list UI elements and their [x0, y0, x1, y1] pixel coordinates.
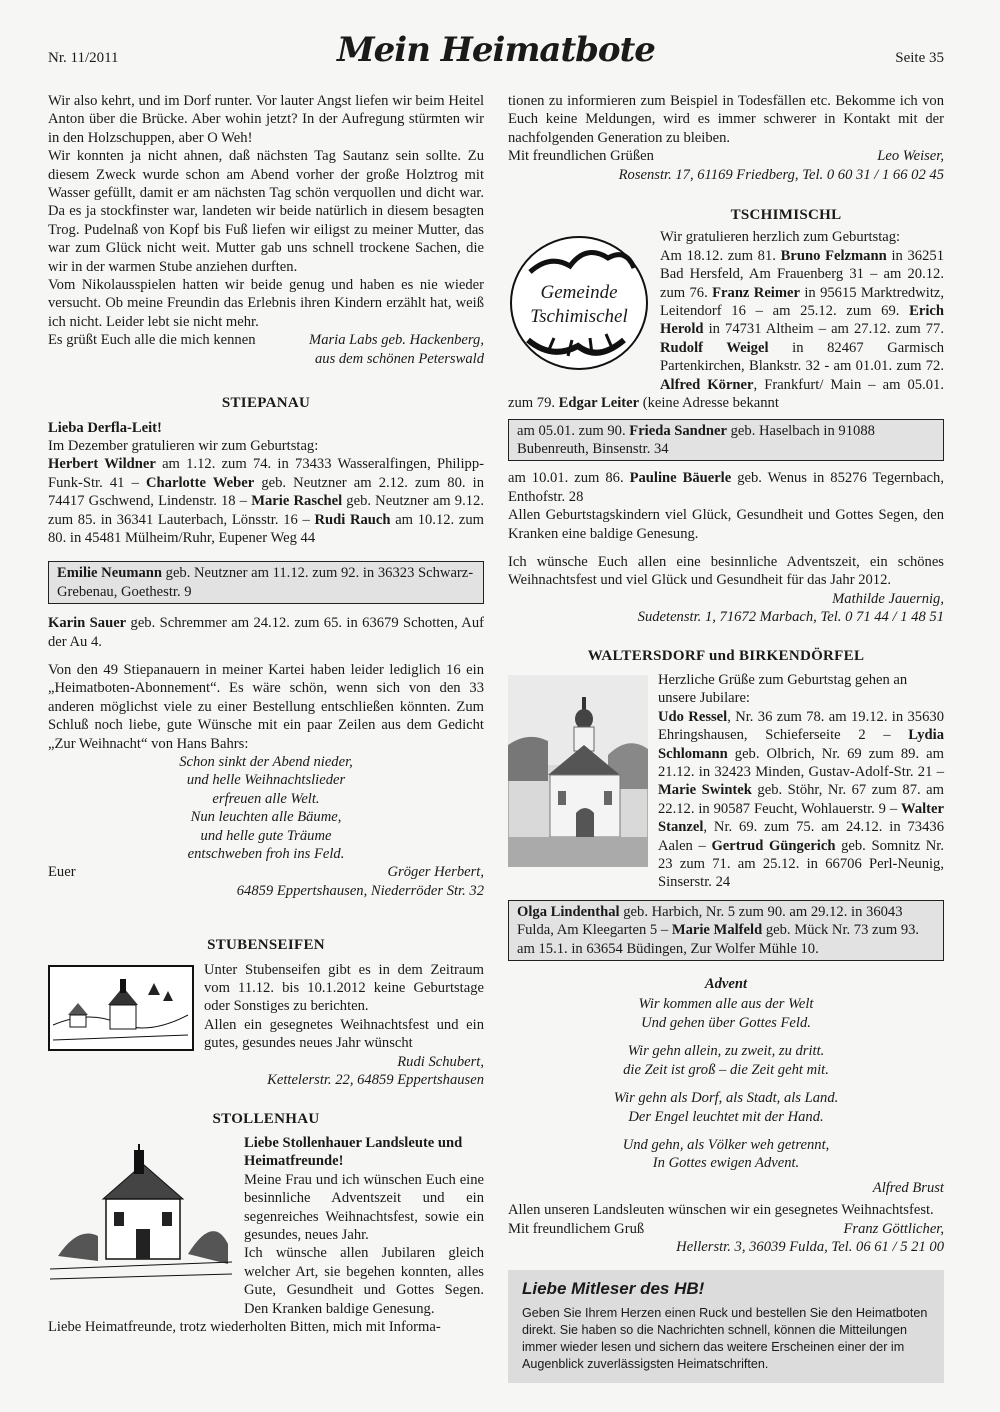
entry-text: geb. Neutzner am 11.12. zum 92. in 36323 Schwarz-Grebenau, Goethestr. 9	[57, 565, 474, 600]
closing-word: Euer	[48, 864, 76, 881]
section-paragraph: Ich wünsche Euch allen eine besinnliche Adventszeit, ein schönes Weihnachtsfest und viel Glück und Gesundheit für das Jahr 2012.	[508, 553, 944, 589]
entry-text: geb. Haselbach in 91088 Bubenreuth, Binsenstr. 34	[517, 422, 875, 457]
signature-place: Sudetenstr. 1, 71672 Marbach, Tel. 0 71 44 / 1 48 51	[637, 609, 944, 626]
entry-text: , Nr. 36 zum 78. am 19.12. in 35630 Ehringshausen, Schieferseite 2 –	[658, 708, 944, 744]
signature-name: Maria Labs geb. Hackenberg,	[309, 332, 484, 349]
signature-place: Rosenstr. 17, 61169 Friedberg, Tel. 0 60 31 / 1 66 02 45	[618, 166, 944, 183]
person-name: Marie Raschel	[251, 493, 343, 510]
poem-author: Alfred Brust	[872, 1179, 944, 1196]
signature	[48, 863, 484, 881]
person-name: Rudi Rauch	[314, 511, 391, 528]
issue-number: Nr. 11/2011	[48, 50, 119, 66]
intro-line: Im Dezember gratulieren wir zum Geburtstag:	[48, 437, 319, 454]
person-name: Rudolf Weigel	[660, 339, 769, 356]
story-paragraph: Vom Nikolausspielen hatten wir beide genug und haben es nie wieder versucht. Ob meine Freundin das Erlebnis ihren Kindern erzählt hat, weiß ich nicht. Leider lebt sie nicht mehr.	[48, 277, 484, 330]
section-heading-stiepanau: STIEPANAU	[221, 395, 311, 412]
closing-paragraph: Allen unseren Landsleuten wünschen wir ein gesegnetes Weihnachtsfest.	[508, 1202, 934, 1219]
signature	[48, 331, 484, 349]
poem-line: erfreuen alle Welt.	[212, 790, 320, 807]
person-name: Emilie Neumann	[57, 565, 162, 582]
person-name: Herbert Wildner	[48, 456, 156, 473]
entry-text: am 10.12. zum 80. in 45481 Mülheim/Ruhr, Eupener Weg 44	[48, 511, 484, 546]
person-name: Marie Swintek	[658, 782, 752, 799]
entry-text: in 36251 Bad Hersfeld, Am Frauenberg 31 – am 20.12. zum 76.	[660, 247, 944, 301]
poem-line: Wir kommen alle aus der Welt	[638, 996, 814, 1013]
poem-title: Advent	[704, 976, 748, 993]
greeting: Mit freundlichen Grüßen	[508, 148, 654, 165]
salutation: Lieba Derfla-Leit!	[48, 419, 162, 436]
poem-line: Wir gehn als Dorf, als Stadt, als Land.	[613, 1090, 839, 1107]
poem-line: Und gehen über Gottes Feld.	[641, 1014, 811, 1031]
poem-line: die Zeit ist groß – die Zeit geht mit.	[623, 1061, 829, 1078]
section-paragraph: Von den 49 Stiepanauern in meiner Kartei haben leider lediglich 16 ein „Heimatboten-Abonnement“. Es wäre schön, wenn sich von den 33 anderen möglichst viele zu einer Bestellung entschließen könnten. Zum Schluß noch liebe, gute Wünsche mit ein paar Zeilen aus dem Gedicht „Zur Weihnacht“ von Hans Bahrs:	[48, 661, 484, 752]
entry-text: geb. Neutzner am 2.12. zum 80. in 74417 Gschwend, Lindenstr. 18 –	[48, 474, 485, 510]
section-paragraph: Allen ein gesegnetes Weihnachtsfest und ein gutes, gesundes neues Jahr wünscht	[204, 1016, 484, 1052]
section-paragraph: Allen Geburtstagskindern viel Glück, Gesundheit und Gottes Segen, den Kranken eine baldige Genesung.	[508, 507, 944, 542]
section-paragraph: Ich wünsche allen Jubilaren gleich welcher Art, sie begehen konnten, alles Gute, Gesundheit und Gottes Segen. Den Kranken baldige Genesung.	[244, 1245, 484, 1317]
person-name: Bruno Felzmann	[780, 247, 887, 264]
entry-text: geb. Harbich, Nr. 5 zum 90. am 29.12. in 36043 Fulda, Am Kleegarten 5 –	[517, 903, 903, 939]
highlight-box	[508, 419, 944, 462]
person-name: Franz Reimer	[712, 284, 800, 301]
entry-text: Am 18.12. zum 81.	[660, 247, 781, 264]
entry-text: am 10.01. zum 86.	[508, 470, 630, 487]
subscription-notice	[508, 1270, 944, 1382]
birthday-entry	[48, 614, 484, 651]
right-column	[508, 92, 944, 1383]
story-continued: Wir also kehrt, und im Dorf runter. Vor lauter Angst liefen wir beim Heitel Anton über die Brücke. Aber wohin jetzt? In der Aufregung stürmten wir in den Holzschuppen, aber O Weh!	[48, 93, 484, 146]
person-name: Charlotte Weber	[146, 474, 255, 491]
person-name: Karin Sauer	[48, 615, 127, 632]
poem-line: entschweben froh ins Feld.	[187, 846, 345, 863]
section-paragraph: Liebe Heimatfreunde, trotz wiederholten Bitten, mich mit Informa-	[48, 1318, 441, 1335]
logo-text-gemeinde: Gemeinde	[540, 282, 618, 304]
section-heading-stubenseifen: STUBENSEIFEN	[207, 937, 325, 954]
entry-text: in 82467 Garmisch Partenkirchen, Blankstr. 32 - am 01.01. zum 72.	[660, 339, 944, 375]
notice-title: Liebe Mitleser des HB!	[522, 1279, 705, 1299]
person-name: Lydia Schlomann	[658, 727, 944, 762]
entry-text: geb. Stöhr, Nr. 67 zum 87. am 22.12. in 90587 Feucht, Wohlauerstr. 9 –	[658, 782, 944, 817]
left-column	[48, 92, 484, 1336]
person-name: Walter Stanzel	[658, 800, 944, 836]
notice-body: Geben Sie Ihrem Herzen einen Ruck und bestellen Sie den Heimatboten direkt. Sie haben so die Nachrichten schnell, können die Mitteilungen immer wieder lesen und sichern das weitere Erscheinen einer der im Augenblick zuverlässigsten Heimatschriften.	[522, 1305, 928, 1371]
person-name: Pauline Bäuerle	[629, 470, 732, 487]
poem-line: In Gottes ewigen Advent.	[652, 1155, 800, 1172]
person-name: Udo Ressel	[658, 708, 728, 725]
greeting: Es grüßt Euch alle die mich kennen	[48, 332, 256, 349]
greeting: Mit freundlichem Gruß	[508, 1220, 645, 1237]
page-number: Seite 35	[895, 50, 944, 66]
village-illustration	[48, 965, 194, 1056]
poem-line: und helle gute Träume	[200, 827, 332, 844]
entry-text: in 95615 Marktredwitz, Leitendorf 16 – am 25.12. zum 69.	[660, 284, 944, 320]
salutation: Liebe Stollenhauer Landsleute und Heimatfreunde!	[244, 1134, 463, 1170]
entry-text: geb. Schremmer am 24.12. zum 65. in 63679 Schotten, Auf der Au 4.	[48, 615, 484, 650]
poem-line: und helle Weihnachtslieder	[186, 772, 346, 789]
signature	[508, 1220, 944, 1238]
poem-line: Nun leuchten alle Bäume,	[190, 809, 342, 826]
person-name: Gertrud Güngerich	[711, 837, 836, 854]
person-name: Edgar Leiter	[558, 395, 640, 412]
person-name: Marie Malfeld	[671, 922, 763, 939]
entry-text: , Frankfurt/ Main – am 05.01. zum 79.	[508, 376, 944, 412]
entry-text: , Nr. 69. zum 75. am 24.12. in 73436 Aalen –	[658, 819, 944, 854]
person-name: Olga Lindenthal	[517, 903, 620, 920]
signature-name: Rudi Schubert,	[397, 1053, 484, 1070]
entry-text: geb. Olbrich, Nr. 69 zum 89. am 21.12. in 32423 Minden, Gustav-Adolf-Str. 21 –	[658, 745, 944, 780]
masthead: Mein Heimatbote	[337, 30, 655, 70]
chapel-photo	[508, 675, 648, 872]
intro-line: Wir gratulieren herzlich zum Geburtstag:	[660, 229, 901, 246]
signature-place: Kettelerstr. 22, 64859 Eppertshausen	[267, 1072, 484, 1089]
birthday-entry	[508, 469, 944, 506]
chapel-illustration	[48, 1144, 234, 1299]
page-header	[48, 30, 944, 78]
signature-place: Hellerstr. 3, 36039 Fulda, Tel. 06 61 / 5 21 00	[676, 1238, 944, 1255]
signature-name: Mathilde Jauernig,	[832, 590, 944, 607]
intro-line: Herzliche Grüße zum Geburtstag gehen an unsere Jubilare:	[658, 671, 908, 707]
entry-text: in 74731 Altheim – am 27.12. zum 77.	[703, 321, 944, 338]
entry-text: geb. Wenus in 85276 Tegernbach, Enthofstr. 28	[508, 470, 944, 505]
logo-text-tschimischel: Tschimischel	[530, 306, 628, 328]
signature-name: Gröger Herbert,	[387, 864, 484, 881]
story-paragraph: Wir konnten ja nicht ahnen, daß nächsten Tag Sautanz sein sollte. Zu diesem Zweck wurde schon am Abend vorher der große Holztrog mit Wasser gefüllt, damit er am nächsten Tag schön verquollen und dicht war. Da es ja stockfinster war, landeten wir beide natürlich in diesem besagten Trog. Pudelnaß von Kopf bis Fuß liefen wir eiligst zu meiner Mutter, das war zum Glück nicht weit. Mutter gab uns schnell trockene Sachen, die wir in der warmen Stube anziehen durften.	[48, 148, 484, 275]
section-heading-tschimischl: TSCHIMISCHL	[730, 207, 842, 224]
highlight-box	[508, 900, 944, 961]
signature-place: 64859 Eppertshausen, Niederröder Str. 32	[236, 882, 484, 899]
signature-name: Leo Weiser,	[877, 148, 944, 165]
entry-text: (keine Adresse bekannt	[639, 395, 779, 412]
section-heading-stollenhau: STOLLENHAU	[212, 1110, 320, 1127]
entry-text: am 05.01. zum 90.	[517, 422, 630, 439]
entry-text: geb. Somnitz Nr. 23 zum 71. am 25.12. in 66706 Perl-Neunig, Sinserstr. 24	[658, 837, 944, 891]
section-heading-waltersdorf: WALTERSDORF und BIRKENDÖRFEL	[587, 647, 865, 664]
entry-text: geb. Mück Nr. 73 zum 93. am 15.1. in 63654 Büdingen, Zur Wolfer Mühle 10.	[517, 922, 920, 957]
poem-line: Und gehn, als Völker weh getrennt,	[622, 1136, 830, 1153]
person-name: Alfred Körner	[660, 376, 754, 393]
birthday-list	[48, 455, 484, 547]
section-paragraph: Meine Frau und ich wünschen Euch eine besinnliche Adventszeit und ein segenreiches Weihnachtsfest, sowie ein gesundes, neues Jahr.	[244, 1171, 484, 1243]
letter-continued: tionen zu informieren zum Beispiel in Todesfällen etc. Bekomme ich von Euch keine Meldungen, wird es immer schwerer in Kontakt mit der nachfolgenden Generation zu bleiben.	[508, 93, 944, 146]
signature-place: aus dem schönen Peterswald	[314, 350, 484, 367]
signature-name: Franz Göttlicher,	[843, 1220, 944, 1237]
gemeinde-logo	[508, 232, 650, 374]
poem-line: Wir gehn allein, zu zweit, zu dritt.	[627, 1043, 825, 1060]
entry-text: am 1.12. zum 74. in 73433 Wasseralfingen, Philipp-Funk-Str. 41 –	[48, 456, 484, 491]
poem-line: Schon sinkt der Abend nieder,	[179, 754, 353, 770]
signature	[508, 147, 944, 165]
advent-poem	[508, 975, 944, 1173]
entry-text: geb. Neutzner am 9.12. zum 85. in 36341 Lauterbach, Lönsstr. 16 –	[48, 493, 484, 528]
poem	[48, 753, 484, 863]
highlight-box	[48, 561, 484, 604]
person-name: Erich Herold	[660, 303, 944, 338]
section-paragraph: Unter Stubenseifen gibt es in dem Zeitraum vom 11.12. bis 10.1.2012 keine Geburtstage oder Sonstiges zu berichten.	[204, 961, 484, 1015]
person-name: Frieda Sandner	[629, 422, 727, 439]
poem-line: Der Engel leuchtet mit der Hand.	[628, 1108, 824, 1125]
